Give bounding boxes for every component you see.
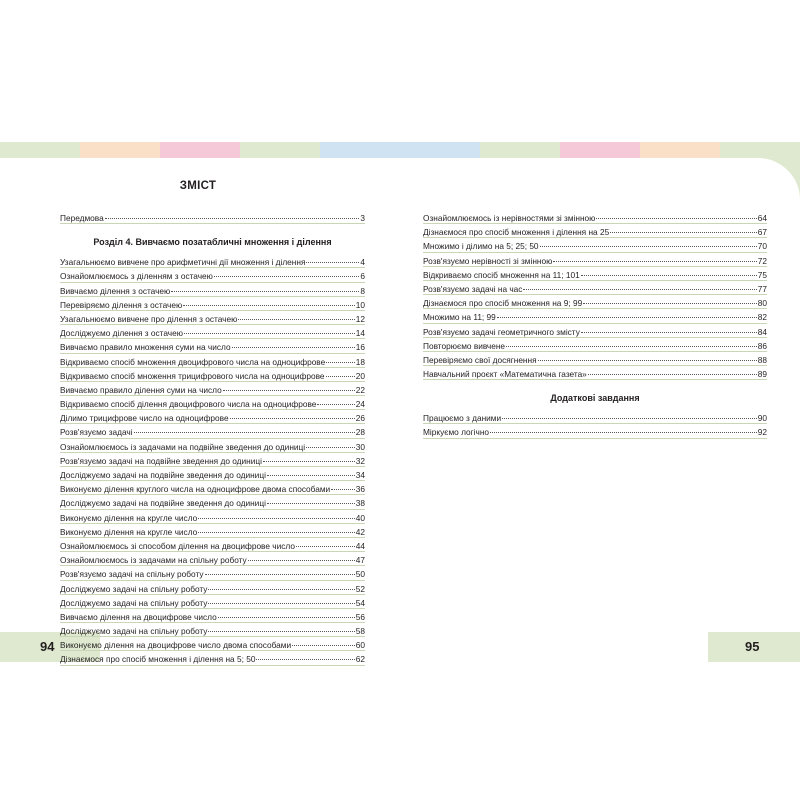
toc-entry-page: 14 xyxy=(355,328,365,339)
toc-entry-title: Дізнаємося про спосіб множення на 9; 99 xyxy=(423,298,583,309)
toc-entry[interactable] xyxy=(423,366,767,380)
toc-left xyxy=(60,210,365,666)
leader-dots xyxy=(581,265,757,276)
toc-entry-page: 10 xyxy=(355,299,365,310)
toc-entry-page: 28 xyxy=(355,427,365,438)
contents-title: ЗМІСТ xyxy=(179,180,217,192)
band-segment xyxy=(560,142,640,158)
toc-entry-title: Виконуємо ділення на кругле число xyxy=(60,512,198,523)
toc-entry-page: 54 xyxy=(355,597,365,608)
band-segment xyxy=(160,142,240,158)
toc-entry-page: 16 xyxy=(355,342,365,353)
toc-entry-title: Розв'язуємо задачі на час xyxy=(423,283,523,294)
toc-entry[interactable] xyxy=(60,651,365,665)
leader-dots xyxy=(553,251,756,262)
toc-entry-intro[interactable] xyxy=(60,210,365,224)
toc-entry-title: Дізнаємося про спосіб множення і ділення на 5; 50 xyxy=(60,654,256,665)
toc-entry-page: 18 xyxy=(355,356,365,367)
toc-entry-title: Міркуємо логічно xyxy=(423,427,490,438)
toc-entry[interactable] xyxy=(423,424,767,438)
toc-entry-title: Виконуємо ділення на кругле число xyxy=(60,526,198,537)
toc-entry-title: Множимо на 11; 99 xyxy=(423,312,496,323)
page-number-left: 94 xyxy=(40,639,55,654)
toc-entry-title: Ділимо трицифрове число на одноцифрове xyxy=(60,413,229,424)
leader-dots xyxy=(208,621,354,632)
leader-dots xyxy=(497,307,757,318)
toc-list-extra xyxy=(423,410,767,438)
leader-dots xyxy=(583,293,757,304)
leader-dots xyxy=(232,337,355,348)
toc-entry-title: Вивчаємо ділення з остачею xyxy=(60,285,171,296)
leader-dots xyxy=(248,550,355,561)
toc-entry-page: 64 xyxy=(757,213,767,223)
toc-entry-title: Досліджуємо задачі на спільну роботу xyxy=(60,597,208,608)
leader-dots xyxy=(134,422,355,433)
leader-dots xyxy=(105,208,360,219)
toc-list-left xyxy=(60,254,365,665)
toc-entry-title: Ознайомлюємось із нерівностями зі змінною xyxy=(423,213,596,223)
leader-dots xyxy=(198,522,355,533)
section-title: Розділ 4. Вивчаємо позатабличні множення і ділення xyxy=(93,237,332,248)
toc-entry-title: Узагальнюємо вивчене про ділення з остачею xyxy=(60,313,238,324)
toc-entry-page: 62 xyxy=(355,654,365,665)
toc-entry-title: Множимо і ділимо на 5; 25; 50 xyxy=(423,241,539,252)
band-segment xyxy=(240,142,320,158)
leader-dots xyxy=(588,364,757,375)
toc-entry-page: 42 xyxy=(355,526,365,537)
toc-entry-title: Розв'язуємо задачі на спільну роботу xyxy=(60,569,204,580)
color-band xyxy=(0,142,800,158)
leader-dots xyxy=(331,479,355,490)
leader-dots xyxy=(208,593,354,604)
toc-entry-title: Розв'язуємо нерівності зі змінною xyxy=(423,255,553,266)
toc-entry-title: Ознайомлюємось зі способом ділення на двоцифрове число xyxy=(60,540,295,551)
toc-entry-page: 40 xyxy=(355,512,365,523)
leader-dots xyxy=(502,408,757,419)
toc-entry-title: Працюємо з даними xyxy=(423,413,502,424)
leader-dots xyxy=(306,252,359,263)
toc-entry-page: 56 xyxy=(355,611,365,622)
toc-entry-page: 34 xyxy=(355,470,365,480)
toc-entry-page: 47 xyxy=(355,555,365,566)
toc-entry[interactable] xyxy=(60,354,365,368)
leader-dots xyxy=(317,394,354,405)
band-segment xyxy=(480,142,560,158)
toc-entry-title: Перевіряємо свої досягнення xyxy=(423,354,537,365)
toc-entry-page: 88 xyxy=(757,354,767,365)
leader-dots xyxy=(490,422,757,433)
toc-entry-title: Вивчаємо правило ділення суми на число xyxy=(60,384,222,395)
leader-dots xyxy=(581,322,757,333)
band-segment xyxy=(0,142,80,158)
toc-entry-title: Узагальнюємо вивчене про арифметичні дії множення і ділення xyxy=(60,257,306,268)
leader-dots xyxy=(596,208,756,219)
leader-dots xyxy=(198,508,355,519)
leader-dots xyxy=(230,408,355,419)
toc-entry-page: 72 xyxy=(757,255,767,266)
toc-entry-title: Відкриваємо спосіб множення двоцифрового числа на одноцифрове xyxy=(60,356,326,367)
leader-dots xyxy=(214,266,359,277)
leader-dots xyxy=(296,536,355,547)
toc-entry-title: Досліджуємо задачі на подвійне зведення до одиниці xyxy=(60,470,266,480)
toc-entry-title: Повторюємо вивчене xyxy=(423,340,506,351)
band-segment xyxy=(320,142,400,158)
leader-dots xyxy=(326,366,355,377)
toc-entry-page: 6 xyxy=(360,271,365,282)
toc-entry-page: 77 xyxy=(757,283,767,294)
leader-dots xyxy=(306,437,355,448)
toc-entry-title: Розв'язуємо задачі на подвійне зведення до одиниці xyxy=(60,455,262,466)
leader-dots xyxy=(523,279,756,290)
toc-entry-title: Досліджуємо задачі на подвійне зведення до одиниці xyxy=(60,498,266,509)
toc-entry-title: Ознайомлюємось із задачами на подвійне зведення до одиниці xyxy=(60,441,306,452)
toc-entry-page: 90 xyxy=(757,413,767,424)
toc-entry-page: 38 xyxy=(355,498,365,509)
toc-entry-title: Перевіряємо ділення з остачею xyxy=(60,299,183,310)
toc-entry-title: Ознайомлюємось з діленням з остачею xyxy=(60,271,213,282)
toc-entry-page: 12 xyxy=(355,313,365,324)
band-segment xyxy=(80,142,160,158)
leader-dots xyxy=(223,380,355,391)
toc-entry-page: 60 xyxy=(355,640,365,651)
toc-entry-page: 82 xyxy=(757,312,767,323)
toc-entry-title: Навчальний проєкт «Математична газета» xyxy=(423,369,587,380)
toc-entry[interactable] xyxy=(60,467,365,481)
page-number-right: 95 xyxy=(745,639,760,654)
toc-entry-page: 22 xyxy=(355,384,365,395)
gutter xyxy=(396,158,404,632)
toc-list-right xyxy=(423,210,767,380)
leader-dots xyxy=(610,222,757,233)
toc-entry-page: 24 xyxy=(355,399,365,410)
toc-entry-page: 67 xyxy=(757,227,767,238)
leader-dots xyxy=(205,564,355,575)
toc-entry-title: Вивчаємо правило множення суми на число xyxy=(60,342,231,353)
toc-entry-title: Досліджуємо ділення з остачею xyxy=(60,328,183,339)
toc-entry-title: Досліджуємо задачі на спільну роботу xyxy=(60,583,208,594)
toc-entry-page: 86 xyxy=(757,340,767,351)
toc-entry-page: 4 xyxy=(360,257,365,268)
leader-dots xyxy=(267,493,355,504)
toc-entry-page: 70 xyxy=(757,241,767,252)
band-segment xyxy=(720,142,800,158)
toc-entry-page: 50 xyxy=(355,569,365,580)
leader-dots xyxy=(263,451,355,462)
toc-entry-page: 58 xyxy=(355,626,365,637)
toc-entry-title: Виконуємо ділення на двоцифрове число двома способами xyxy=(60,640,292,651)
toc-entry-page: 52 xyxy=(355,583,365,594)
leader-dots xyxy=(238,309,354,320)
toc-entry-page: 20 xyxy=(355,370,365,381)
toc-entry-page: 30 xyxy=(355,441,365,452)
leader-dots xyxy=(208,579,354,590)
extra-section-title: Додаткові завдання xyxy=(550,393,640,404)
leader-dots xyxy=(326,352,355,363)
toc-entry-title: Ознайомлюємось із задачами на спільну роботу xyxy=(60,555,247,566)
toc-entry-page: 89 xyxy=(757,369,767,380)
toc-entry-page: 36 xyxy=(355,484,365,495)
toc-entry-title: Виконуємо ділення круглого числа на одноцифрове двома способами xyxy=(60,484,331,495)
toc-entry-page: 8 xyxy=(360,285,365,296)
leader-dots xyxy=(506,336,757,347)
toc-right xyxy=(423,210,767,439)
toc-entry-title: Дізнаємося про спосіб множення і ділення на 25 xyxy=(423,227,610,238)
toc-entry-page: 75 xyxy=(757,269,767,280)
toc-entry-title: Відкриваємо спосіб множення трицифрового числа на одноцифрове xyxy=(60,370,325,381)
toc-entry-page: 44 xyxy=(355,540,365,551)
toc-entry-title: Розв'язуємо задачі геометричного змісту xyxy=(423,326,580,337)
leader-dots xyxy=(218,607,355,618)
leader-dots xyxy=(256,649,354,660)
toc-entry-title: Відкриваємо спосіб ділення двоцифрового числа на одноцифрове xyxy=(60,399,317,410)
toc-entry-page: 92 xyxy=(757,427,767,438)
toc-entry-title: Відкриваємо спосіб множення на 11; 101 xyxy=(423,269,580,280)
leader-dots xyxy=(183,295,355,306)
toc-entry-page: 3 xyxy=(360,213,365,223)
leader-dots xyxy=(171,281,359,292)
toc-entry-page: 84 xyxy=(757,326,767,337)
toc-entry-page: 80 xyxy=(757,298,767,309)
toc-entry[interactable] xyxy=(60,339,365,353)
toc-entry-page: 26 xyxy=(355,413,365,424)
toc-entry-title: Досліджуємо задачі на спільну роботу xyxy=(60,626,208,637)
leader-dots xyxy=(292,635,355,646)
leader-dots xyxy=(184,323,355,334)
toc-entry-title: Передмова xyxy=(60,213,104,223)
toc-entry-page: 32 xyxy=(355,455,365,466)
toc-entry-title: Вивчаємо ділення на двоцифрове число xyxy=(60,611,217,622)
leader-dots xyxy=(538,350,757,361)
leader-dots xyxy=(540,236,757,247)
band-segment xyxy=(640,142,720,158)
band-segment xyxy=(400,142,480,158)
leader-dots xyxy=(267,465,355,476)
toc-entry-title: Розв'язуємо задачі xyxy=(60,427,133,438)
